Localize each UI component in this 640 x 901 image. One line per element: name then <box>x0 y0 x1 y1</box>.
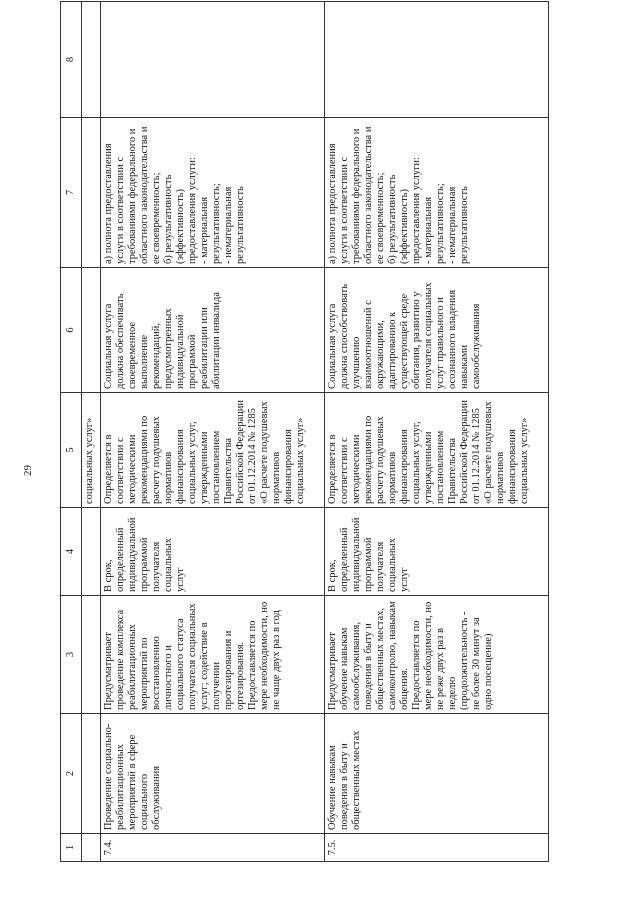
column-number: 5 <box>61 393 82 508</box>
service-tariff: Определяется в соответствии с методическими рекомендациями по расчету подушевых нормативов финансирования социальных услуг, утвержденными постановлением Правительства Российской Федерации от 01.12.2014 № 1285 «О расчете подушевых нормативов финансирования социальных услуг» <box>325 393 549 508</box>
service-conditions: Социальная услуга должна способствовать улучшению взаимоотношений с окружающими, адаптированию к существующей среде обитания, развитию у получателя социальных услуг правильного и осознанного владения навыками самообслуживания <box>325 268 549 393</box>
service-content: Предусматривает обучение навыкам самообслуживания, поведения в быту и общественных местах, самоконтролю, навыкам общения. Предоставляется по мере необходимости, но не реже двух раз в неделю (продолжительность - не более 30 минут за одно посещение) <box>325 596 549 714</box>
row-number: 7.5. <box>325 834 549 862</box>
column-number: 6 <box>61 268 82 393</box>
table-row <box>101 2 325 862</box>
service-tariff: Определяется в соответствии с методическими рекомендациями по расчету подушевых нормативов финансирования социальных услуг, утвержденными постановлением Правительства Российской Федерации от 01.12.2014 № 1285 «О расчете подушевых нормативов финансирования социальных услуг» <box>101 393 325 508</box>
service-content: Предусматривает проведение комплекса реабилитационных мероприятий по восстановлению личностного и социального статуса получателя социальных услуг; содействие в получении протезирования и ортезирования. Предоставляется по мере необходимости, но не чаще двух раз в год <box>101 596 325 714</box>
page-number: 29 <box>22 465 34 476</box>
services-table <box>60 1 549 862</box>
service-name: Проведение социально-реабилитационных мероприятий в сфере социального обслуживания <box>101 714 325 834</box>
column-number: 7 <box>61 118 82 268</box>
service-indicators: а) полнота предоставления услуги в соответствии с требованиями федерального и областного законодательства и ее своевременность; б) результативность (эффективность) предоставления услуги: - материальная результативность; - нематериальная результативность <box>325 118 549 268</box>
continuation-text: социальных услуг» <box>82 393 101 508</box>
column-number: 1 <box>61 834 82 862</box>
column-number: 2 <box>61 714 82 834</box>
service-indicators: а) полнота предоставления услуги в соответствии с требованиями федерального и областного законодательства и ее своевременность; б) результативность (эффективность) предоставления услуги: - материальная результативность; - нематериальная результативность <box>101 118 325 268</box>
service-term: В срок, определенный индивидуальной программой получателя социальных услуг <box>325 508 549 596</box>
column-number-row <box>61 2 82 862</box>
service-note <box>101 2 325 118</box>
rotated-table-container <box>60 2 620 862</box>
row-number: 7.4. <box>101 834 325 862</box>
service-conditions: Социальная услуга должна обеспечивать своевременное выполнение рекомендаций, предусмотренных индивидуальной программой реабилитации или абилитации инвалида <box>101 268 325 393</box>
column-number: 8 <box>61 2 82 118</box>
service-name: Обучение навыкам поведения в быту и общественных местах <box>325 714 549 834</box>
service-term: В срок, определенный индивидуальной программой получателя социальных услуг <box>101 508 325 596</box>
table-row <box>325 2 549 862</box>
column-number: 4 <box>61 508 82 596</box>
continuation-row <box>82 2 101 862</box>
service-note <box>325 2 549 118</box>
column-number: 3 <box>61 596 82 714</box>
